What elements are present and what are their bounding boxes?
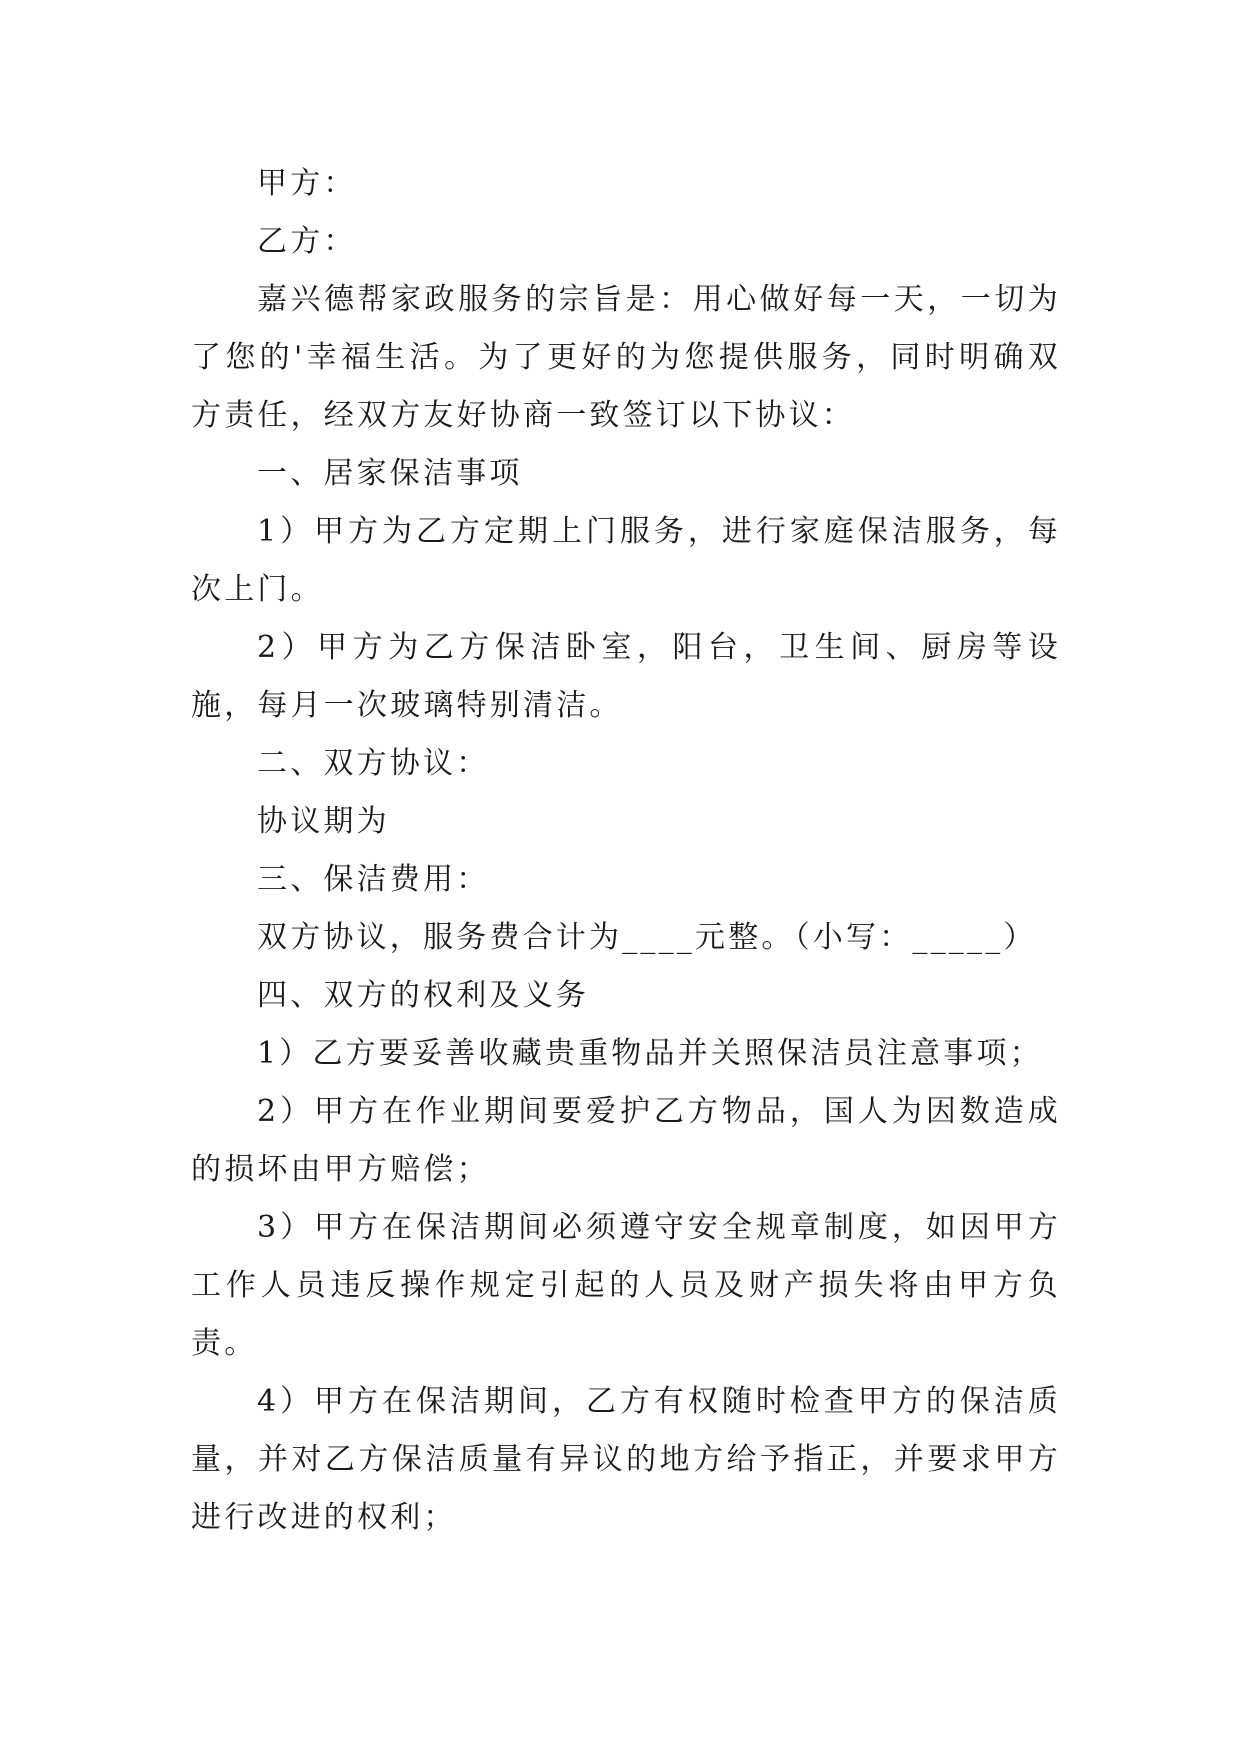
party-a-line: 甲方：	[257, 166, 357, 201]
section-4-item-2: 2）甲方在作业期间要爱护乙方物品，国人为因数造成的损坏由甲方赔偿；	[191, 1094, 1061, 1187]
service-fee-line: 双方协议，服务费合计为____元整。（小写：_____）	[257, 920, 1037, 955]
section-1-heading: 一、居家保洁事项	[257, 456, 523, 491]
section-4-item-3: 3）甲方在保洁期间必须遵守安全规章制度，如因甲方工作人员违反操作规定引起的人员及财产损失将由甲方负责。	[191, 1210, 1061, 1361]
section-1-item-2: 2）甲方为乙方保洁卧室，阳台，卫生间、厨房等设施，每月一次玻璃特别清洁。	[191, 630, 1061, 723]
intro-paragraph: 嘉兴德帮家政服务的宗旨是：用心做好每一天，一切为了您的'幸福生活。为了更好的为您提供服务，同时明确双方责任，经双方友好协商一致签订以下协议：	[191, 282, 1061, 433]
section-2-heading: 二、双方协议：	[257, 746, 490, 781]
section-4-heading: 四、双方的权利及义务	[257, 978, 589, 1013]
section-1-item-1: 1）甲方为乙方定期上门服务，进行家庭保洁服务，每次上门。	[191, 514, 1061, 607]
section-3-heading: 三、保洁费用：	[257, 862, 490, 897]
section-4-item-4: 4）甲方在保洁期间，乙方有权随时检查甲方的保洁质量，并对乙方保洁质量有异议的地方给予指正，并要求甲方进行改进的权利；	[191, 1384, 1061, 1535]
party-b-line: 乙方：	[257, 224, 357, 259]
agreement-period: 协议期为	[257, 804, 390, 839]
section-4-item-1: 1）乙方要妥善收藏贵重物品并关照保洁员注意事项；	[257, 1036, 1043, 1071]
document-body	[191, 155, 1061, 1547]
